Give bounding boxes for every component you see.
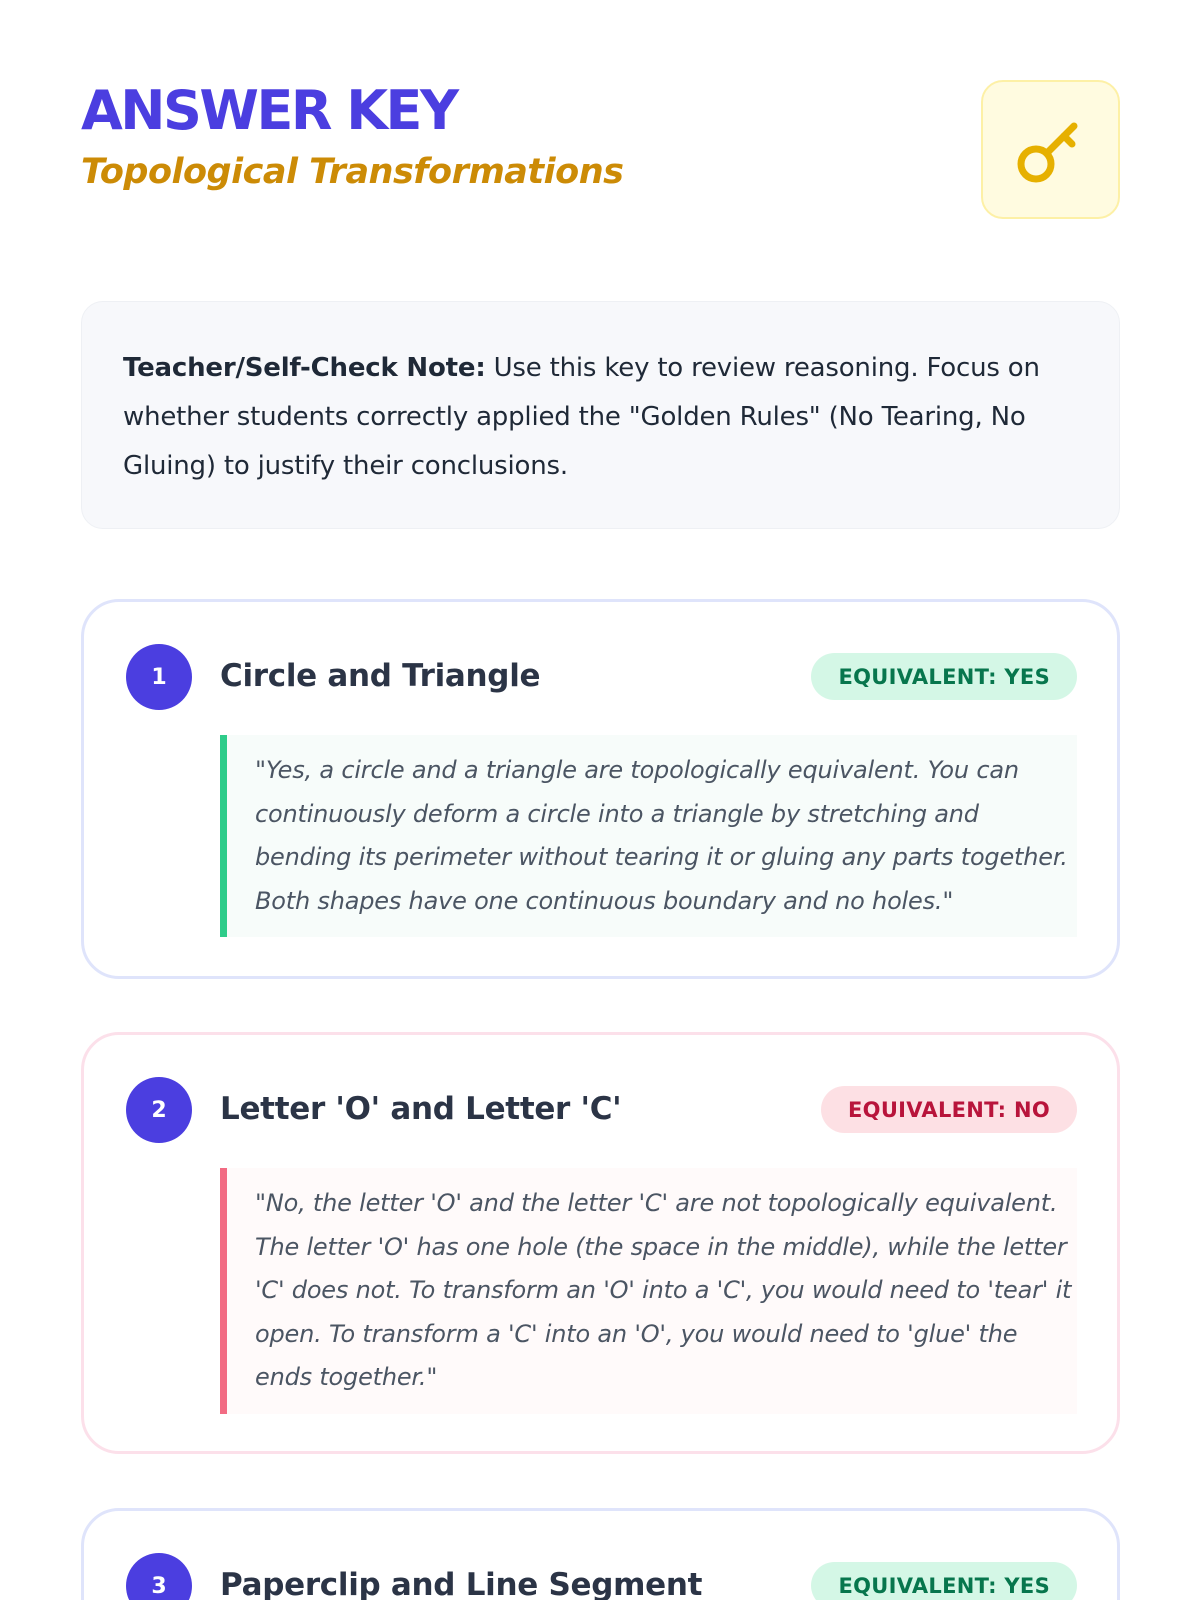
question-title: Letter 'O' and Letter 'C'	[220, 1091, 622, 1127]
question-number: 2	[126, 1077, 192, 1143]
key-badge	[981, 80, 1120, 219]
question-title: Circle and Triangle	[220, 658, 541, 694]
equivalence-badge: EQUIVALENT: YES	[811, 653, 1077, 700]
page-subtitle: Topological Transformations	[81, 152, 624, 192]
equivalence-badge: EQUIVALENT: YES	[811, 1562, 1077, 1600]
question-card-1	[81, 599, 1120, 979]
teacher-note	[81, 301, 1120, 529]
answer-text: "Yes, a circle and a triangle are topologically equivalent. You can continuously deform a circle into a triangle by stretching and bending its perimeter without tearing it or gluing any parts together. Both shapes have one continuous boundary and no holes."	[220, 735, 1077, 937]
answer-text: "No, the letter 'O' and the letter 'C' are not topologically equivalent. The letter 'O' has one hole (the space in the middle), while the letter 'C' does not. To transform an 'O' into a 'C', you would need to 'tear' it open. To transform a 'C' into an 'O', you would need to 'glue' the ends together."	[220, 1168, 1077, 1414]
page-header	[81, 80, 1120, 220]
question-number: 1	[126, 644, 192, 710]
page-title: ANSWER KEY	[81, 79, 457, 142]
question-title: Paperclip and Line Segment	[220, 1567, 703, 1600]
question-card-3	[81, 1508, 1120, 1600]
question-number: 3	[126, 1553, 192, 1600]
note-label: Teacher/Self-Check Note:	[123, 353, 486, 383]
note-text: Use this key to review reasoning. Focus on whether students correctly applied the "Golden Rules" (No Tearing, No Gluing) to justify their conclusions.	[123, 353, 1040, 481]
equivalence-badge: EQUIVALENT: NO	[821, 1086, 1077, 1133]
key-icon	[1012, 111, 1090, 189]
question-card-2	[81, 1032, 1120, 1454]
